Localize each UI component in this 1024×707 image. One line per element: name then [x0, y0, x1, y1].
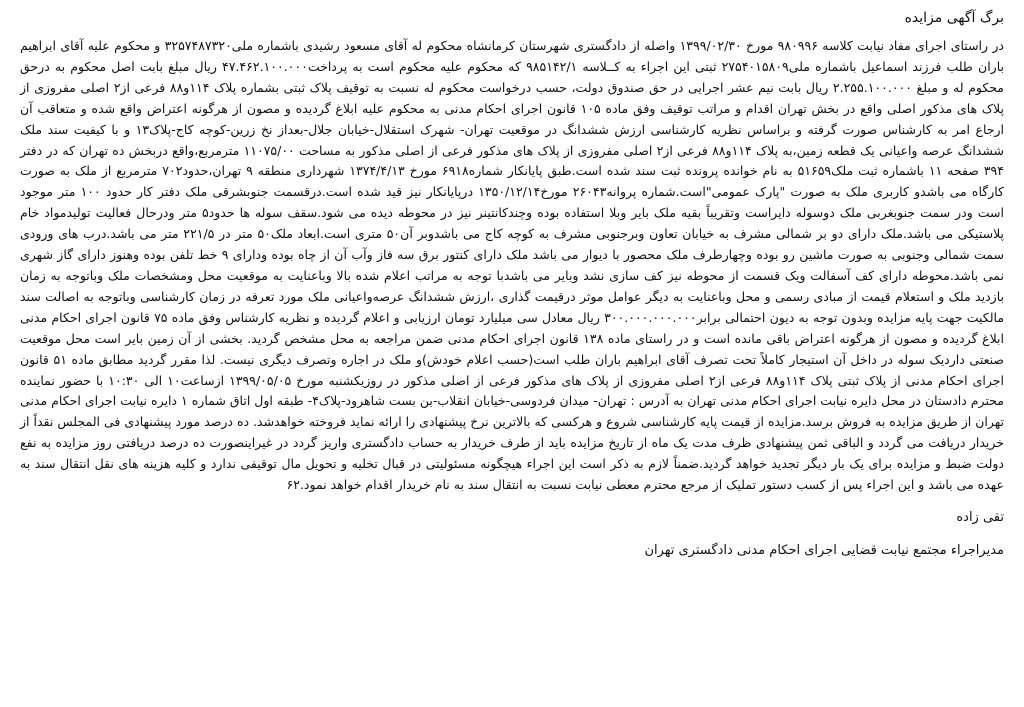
notice-body: در راستای اجرای مفاد نیابت کلاسه ۹۸۰۹۹۶ مورخ ۱۳۹۹/۰۲/۳۰ واصله از دادگستری شهرستان کرمانشاه محکوم له آقای مسعود رشیدی باشماره ملی۳۲۵۷۴۸۷۳۲۰ و محکوم علیه آقای ابراهیم باران طلب فرزند اسماعیل باشماره ملی۲۷۵۴۰۱۵۸۰۹ ثبتی این اجراء به کــلاسه ۹۸۵۱۴۲/۱ که محکوم علیه محکوم است به پرداخت۴۷.۴۶۲.۱۰۰.۰۰۰ ریال مبلغ بابت اصل محکوم به درحق محکوم له و مبلغ ۲.۲۵۵.۱۰۰.۰۰۰ ریال بابت نیم عشر اجرایی در حق صندوق دولت، حسب درخواست محکوم له نسبت به توقیف پلاک ثبتی بشماره پلاک ۱۱۴و۸۸ فرعی از۲ اصلی مفروزی از پلاک های مذکور اصلی واقع در بخش تهران اقدام و مراتب توقیف وفق ماده ۱۰۵ قانون اجرای احکام مدنی به محکوم علیه ابلاغ گردیده و مصون از هرگونه اعتراض واقع شده و متعاقب آن ارجاع امر به کارشناس صورت گرفته و براساس نظریه کارشناسی ارزش ششدانگ در موقعیت تهران- شهرک استقلال-خیابان جلال-بعداز نخ زرین-کوچه کاج-پلاک۱۳ و با کیفیت سند ملک ششدانگ عرصه واعیانی یک قطعه زمین،به پلاک ۱۱۴و۸۸ فرعی از۲ اصلی مفروزی از پلاک های مذکور فرعی از اصلی مذکور به مساحت ۱۱۰۷۵/۰۰ مترمربع،واقع دربخش ده تهران که در دفتر ۳۹۴ صفحه ۱۱ باشماره ثبت ملک۵۱۶۵۹ به نام خوانده پرونده ثبت سند شده است.طبق پایانکار شماره۶۹۱۸ مورخ ۱۳۷۴/۴/۱۳ شهرداری منطقه ۹ تهران،حدود۷۰۲ مترمربع از ملک به صورت کارگاه می باشدو کاربری ملک به صورت "پارک عمومی"است.شماره پروانه۲۶۰۴۳ مورخ۱۳۵۰/۱۲/۱۴ درپایانکار نیز قید شده است.درقسمت جنوبشرقی ملک دفتر کار حدود ۱۰۰ متر موجود است ودر سمت جنوبغربی ملک دوسوله دایراست وتقریباً بقیه ملک بایر وبلا استفاده بوده وچندکانتینر نیز در محوطه دیده می شود.سقف سوله ها حدود۵ متر ودرحال فعالیت تولیدمواد خام پلاستیکی می باشد.ملک دارای دو بر شمالی مشرف به خیابان تعاون وبرجنوبی مشرف به کوچه کاج می باشدوبر آن۵۰ متری است.ابعاد ملک۵۰ متر در ۲۲۱/۵ متر می باشد.درب های ورودی سمت شمالی وجنوبی به صورت ماشین رو بوده وچهارطرف ملک محصور با دیوار می باشد ملک دارای کنتور برق سه فاز وآب آن از چاه بوده ودارای ۹ خط تلفن بوده وهنوز دارای گاز شهری نمی باشد.محوطه دارای کف آسفالت ویک قسمت از محوطه نیز کف سازی نشد وبایر می باشدبا توجه به مراتب اعلام شده بالا وباعنایت به موقعیت محل ومشخصات ملک وباتوجه به زمان بازدید ملک و استعلام قیمت از مبادی رسمی و محل وباعنایت به دیگر عوامل موثر درقیمت گذاری ،ارزش ششدانگ عرصه‌واعیانی ملک مورد تعرفه در زمان کارشناسی وباتوجه به اصالت سند مالکیت جهت پایه مزایده وبدون توجه به دیون احتمالی برابر۳۰۰.۰۰۰.۰۰۰.۰۰۰ ریال معادل سی میلیارد تومان ارزیابی و اعلام گردیده و نظریه کارشناس وفق ماده ۷۵ قانون اجرای احکام مدنی ابلاغ گردیده و مصون از هرگونه اعتراض باقی مانده است و در راستای ماده ۱۳۸ قانون اجرای احکام مدنی ضمن مراجعه به محل مشخص گردید. بخشی از آن زمین بایر است محل موقعیت صنعتی داردیک سوله در داخل آن استیجار کاملاً تحت تصرف آقای ابراهیم باران طلب است(حسب اعلام خودش)و ملک در اجاره وتصرف دیگری نیست. لذا مقرر گردید مطابق ماده ۵۱ قانون اجرای احکام مدنی از پلاک ثبتی پلاک ۱۱۴و۸۸ فرعی از۲ اصلی مفروزی از پلاک های مذکور فرعی از اصلی مذکور در روزیکشنبه مورخ ۱۳۹۹/۰۵/۰۵ ازساعت۱۰ الی ۱۰:۳۰ با حضور نماینده محترم دادستان در محل دایره نیابت اجرای احکام مدنی تهران به آدرس : تهران- میدان فردوسی-خیابان انقلاب-بن بست شاهرود-پلاک۴- طبقه اول اتاق شماره ۱ دایره نیابت اجرای احکام مدنی تهران از طریق مزایده به فروش برسد.مزایده از قیمت پایه کارشناسی شروع و هرکسی که بالاترین نرخ پیشنهادی را ارائه نماید فروخته خواهدشد. ده درصد مورد پیشنهادی فی المجلس نقداً از خریدار دریافت می گردد و الباقی ثمن پیشنهادی ظرف مدت یک ماه از تاریخ مزایده باید از طرف خریدار به حساب دادگستری واریز گردد در غیراینصورت ده درصد دریافتی روز مزایده به نفع دولت ضبط و مزایده برای یک بار دیگر تجدید خواهد گردید.ضمناً لازم به ذکر است این اجراء هیچگونه مسئولیتی در قبال تخلیه و تحویل مال توقیفی ندارد و کلیه هزینه های نقل انتقال سند به عهده می باشد و این اجراء پس از کسب دستور تملیک از مرجع محترم معطی نیابت نسبت به انتقال سند به نام خریدار اقدام خواهد نمود.۶۲: [20, 38, 1005, 493]
signer-name: تقی زاده: [956, 509, 1004, 525]
notice-title: برگ آگهی مزایده: [904, 10, 1004, 26]
issuing-office: مدیراجراء مجتمع نیابت قضایی اجرای احکام مدنی دادگستری تهران: [644, 542, 1004, 558]
